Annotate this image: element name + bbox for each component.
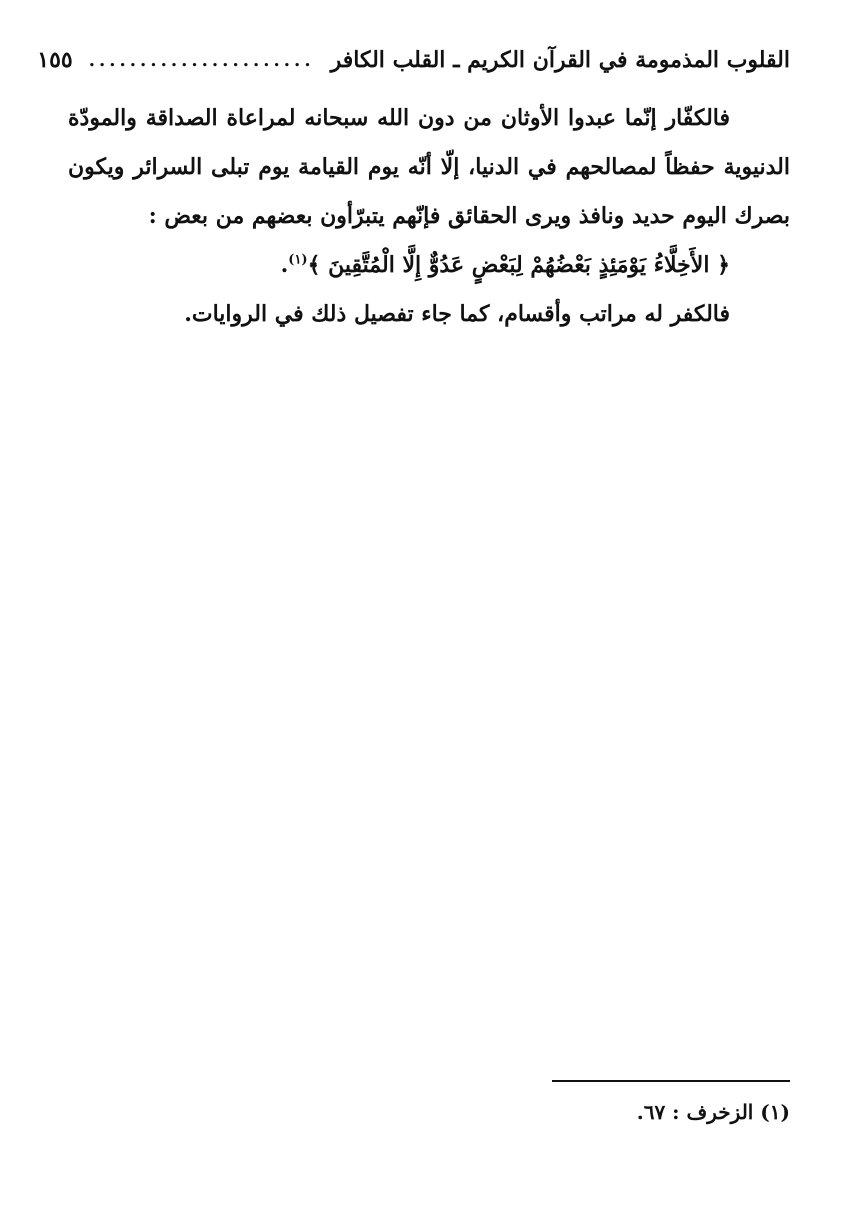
verse-close-bracket: ﴾ xyxy=(307,252,321,278)
verse-end-punctuation: . xyxy=(280,252,289,278)
paragraph-1: فالكفّار إنّما عبدوا الأوثان من دون الله سبحانه لمراعاة الصداقة والمودّة الدنيوية حفظاً لمصالحهم في الدنيا، إلّا أنّه يوم القيامة يوم تبلى السرائر ويكون بصرك اليوم حديد ونافذ ويرى الحقائق فإنّهم يتبرّأون بعضهم من بعض : xyxy=(68,105,790,229)
quran-verse xyxy=(68,241,790,290)
footnote-separator xyxy=(552,1080,790,1082)
header-leader-dots: ...................... xyxy=(88,49,315,71)
footnote-reference[interactable]: (١) xyxy=(288,252,308,268)
running-header xyxy=(37,40,790,80)
verse-text: الأَخِلَّاءُ يَوْمَئِذٍ بَعْضُهُمْ لِبَعْضٍ عَدُوٌّ إِلَّا الْمُتَّقِينَ xyxy=(328,252,710,278)
main-text xyxy=(68,94,790,339)
verse-open-bracket: ﴿ xyxy=(717,252,730,278)
footnote: (١) الزخرف : ٦٧. xyxy=(636,1100,790,1124)
header-title: القلوب المذمومة في القرآن الكريم ـ القلب الكافر xyxy=(330,47,790,73)
paragraph-2: فالكفر له مراتب وأقسام، كما جاء تفصيل ذلك في الروايات. xyxy=(184,301,730,327)
page-number: ١٥٥ xyxy=(37,47,73,73)
